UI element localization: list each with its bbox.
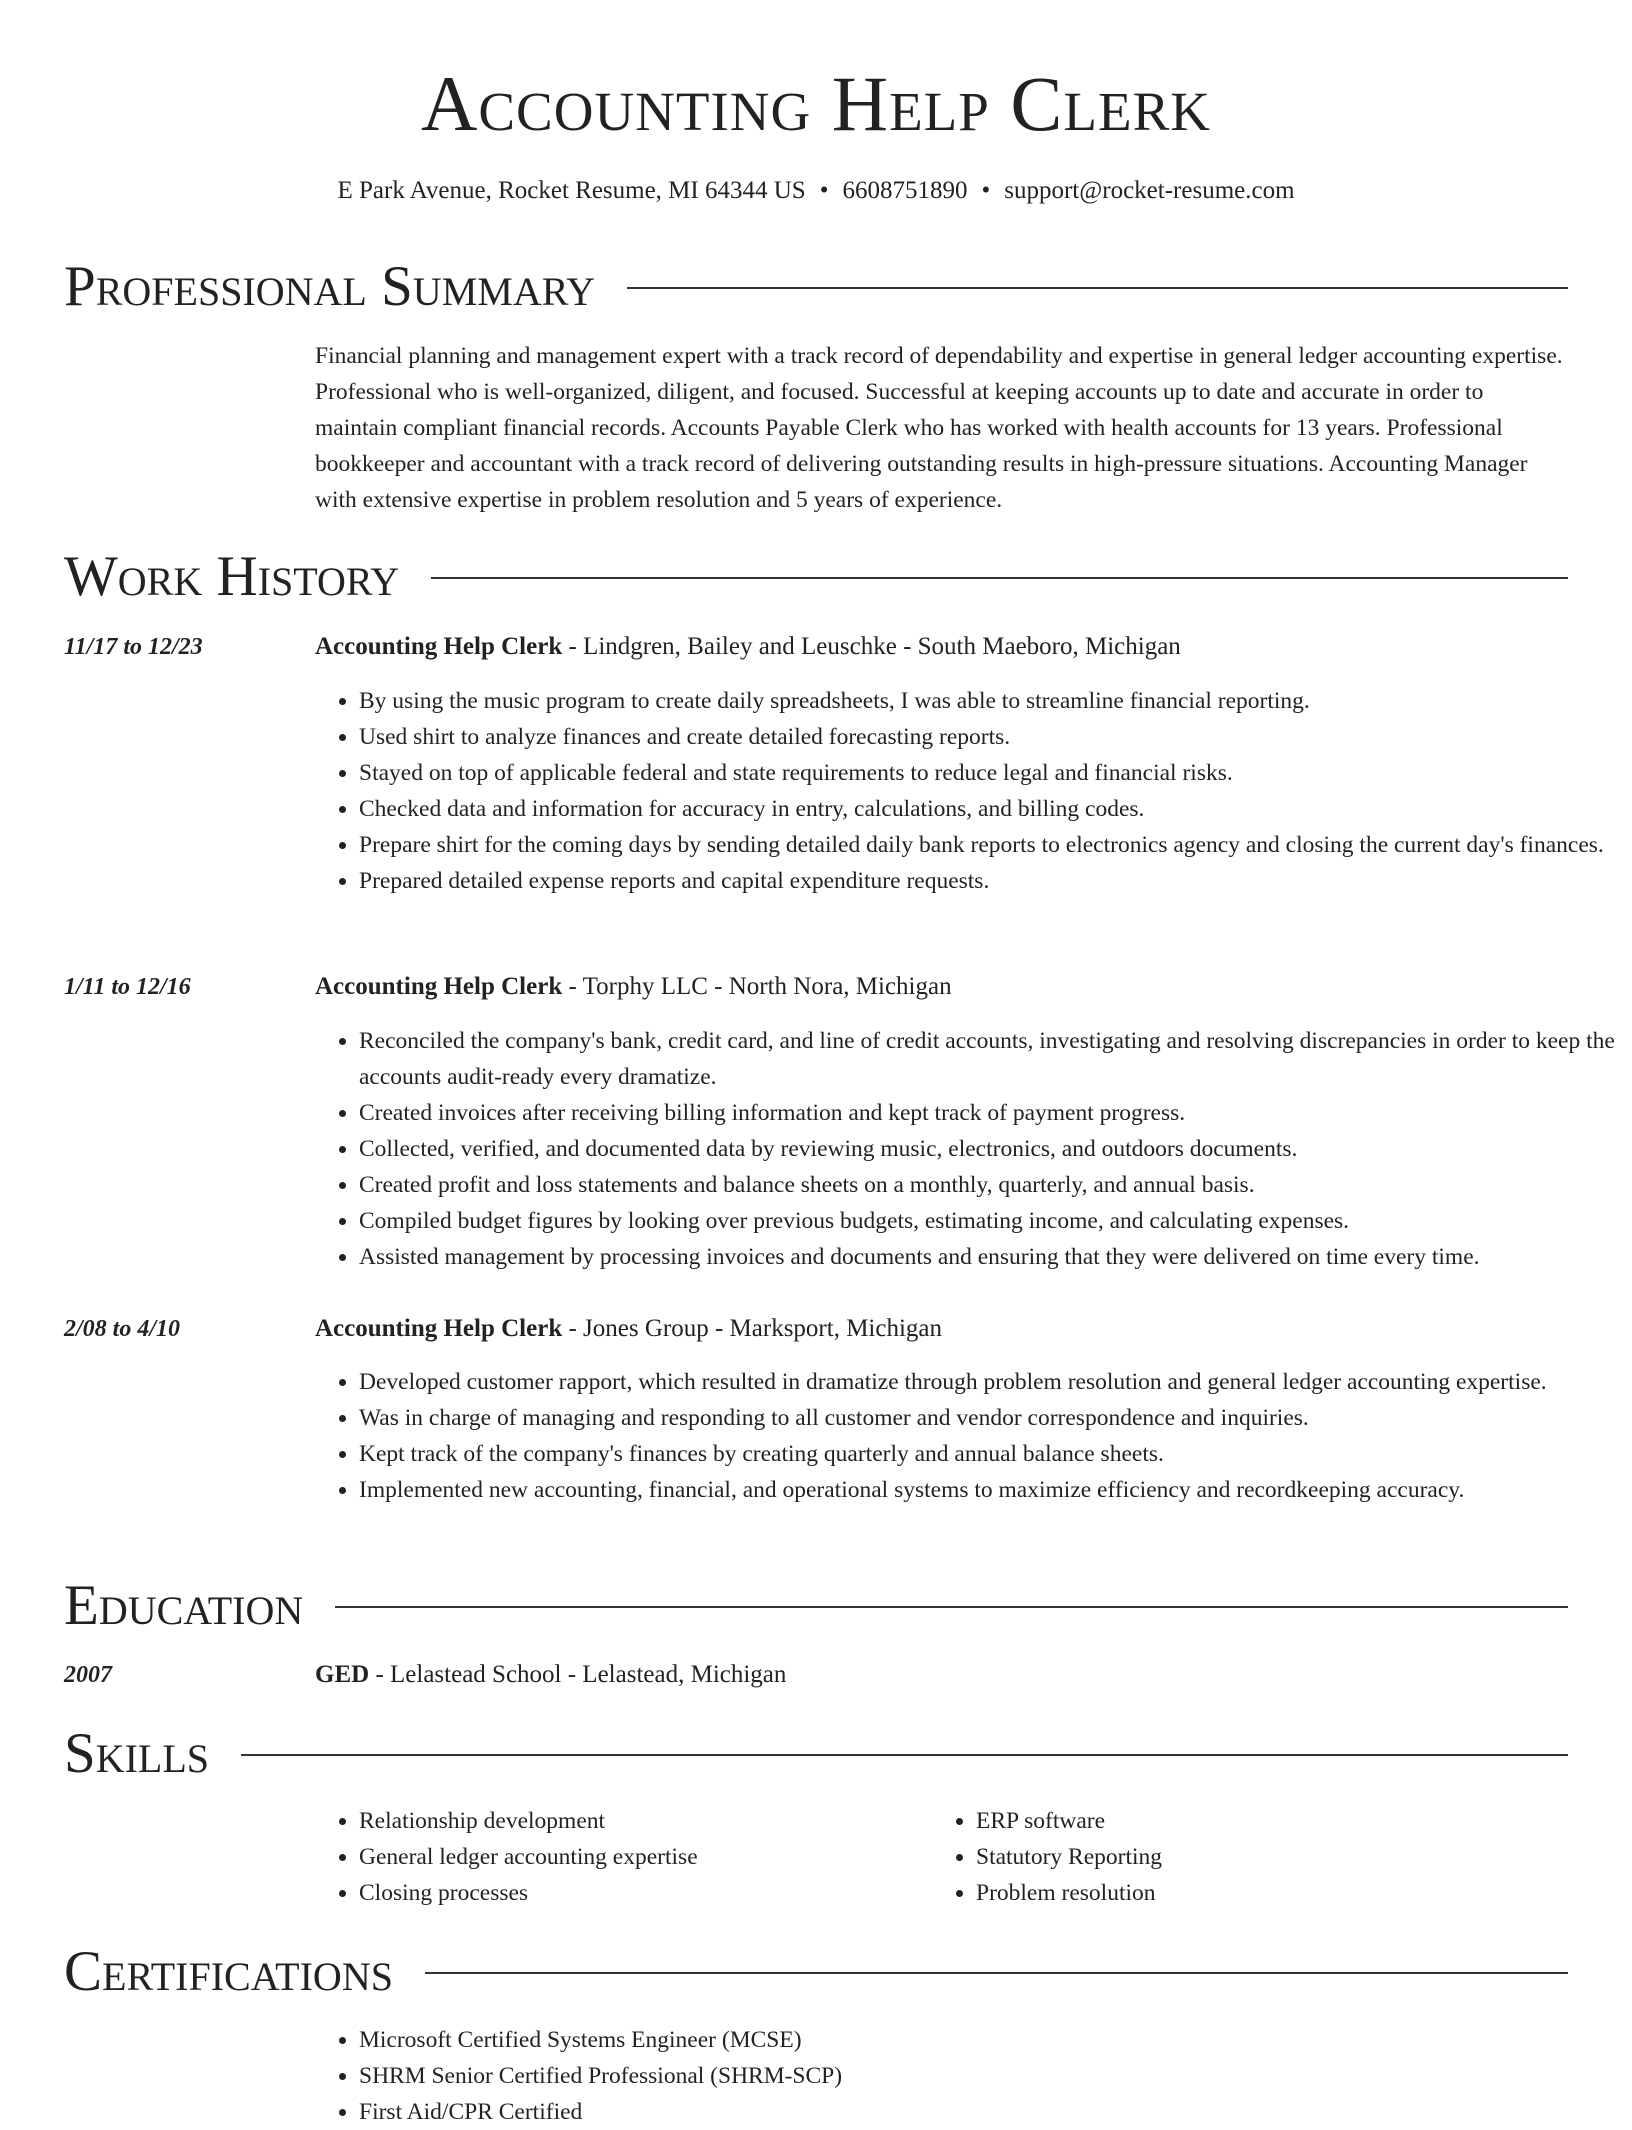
- education-heading: [315, 1657, 1575, 1693]
- job-heading: [315, 629, 1575, 665]
- certifications-list: [315, 2022, 1615, 2130]
- job-employer: - Lindgren, Bailey and Leuschke - South Maeboro, Michigan: [562, 633, 1181, 660]
- skill-item: • General ledger accounting expertise: [359, 1839, 919, 1875]
- education-year: 2007: [64, 1662, 112, 1688]
- job-bullet: • Prepare shirt for the coming days by sending detailed daily bank reports to electronics agency and closing the current day's finances.: [359, 827, 1615, 863]
- contact-separator: •: [819, 177, 829, 204]
- job-bullet: • Developed customer rapport, which resulted in dramatize through problem resolution and general ledger accounting expertise.: [359, 1364, 1615, 1400]
- job-bullet: • Created profit and loss statements and balance sheets on a monthly, quarterly, and annual basis.: [359, 1167, 1615, 1203]
- section-title-education: Education: [64, 1574, 304, 1637]
- summary-text: Financial planning and management expert with a track record of dependability and expertise in general ledger accounting expertise. Professional who is well-organized, diligent, and focused. Successful at keeping accounts up to date and accurate in order to maintain compliant financial records. Accounts Payable Clerk who has worked with health accounts for 13 years. Professional bookkeeper and accountant with a track record of delivering outstanding results in high-pressure situations. Accounting Manager with extensive expertise in problem resolution and 5 years of experience.: [315, 343, 1563, 513]
- job-title: Accounting Help Clerk: [315, 633, 563, 660]
- certification-item: • SHRM Senior Certified Professional (SHRM-SCP): [359, 2058, 1615, 2094]
- section-divider: [431, 577, 1568, 579]
- job-dates: 2/08 to 4/10: [64, 1316, 181, 1342]
- job-dates: 1/11 to 12/16: [64, 974, 191, 1000]
- job-title: Accounting Help Clerk: [315, 973, 563, 1000]
- job-bullet: • Assisted management by processing invoices and documents and ensuring that they were delivered on time every time.: [359, 1239, 1615, 1275]
- job-bullets: [315, 683, 1615, 899]
- contact-email[interactable]: support@rocket-resume.com: [1004, 177, 1295, 204]
- job-dates: 11/17 to 12/23: [64, 634, 203, 660]
- skill-item: • Statutory Reporting: [976, 1839, 1576, 1875]
- job-bullet: • Stayed on top of applicable federal and state requirements to reduce legal and financial risks.: [359, 755, 1615, 791]
- job-bullets: [315, 1023, 1615, 1275]
- job-title: Accounting Help Clerk: [315, 1315, 563, 1342]
- job-bullet: • Was in charge of managing and responding to all customer and vendor correspondence and inquiries.: [359, 1400, 1615, 1436]
- resume-name: Accounting Help Clerk: [421, 60, 1211, 147]
- summary-section-header: [64, 252, 1568, 322]
- job-employer: - Torphy LLC - North Nora, Michigan: [562, 973, 952, 1000]
- job-heading: [315, 1311, 1575, 1347]
- certification-item: • Microsoft Certified Systems Engineer (MCSE): [359, 2022, 1615, 2058]
- section-title-certifications: Certifications: [64, 1940, 393, 2003]
- job-bullet: • Used shirt to analyze finances and create detailed forecasting reports.: [359, 719, 1615, 755]
- education-degree: GED: [315, 1661, 370, 1688]
- job-heading: [315, 969, 1575, 1005]
- certification-item: • First Aid/CPR Certified: [359, 2094, 1615, 2130]
- certifications-section-header: [64, 1937, 1568, 2007]
- section-title-work: Work History: [64, 545, 400, 608]
- skills-list-right: [932, 1803, 1576, 1911]
- job-bullet: • Kept track of the company's finances by creating quarterly and annual balance sheets.: [359, 1436, 1615, 1472]
- job-bullet: • Reconciled the company's bank, credit card, and line of credit accounts, investigating and resolving discrepancies in order to keep the accounts audit-ready every dramatize.: [359, 1023, 1615, 1095]
- skill-item: • Relationship development: [359, 1803, 919, 1839]
- skills-section-header: [64, 1719, 1568, 1789]
- education-section-header: [64, 1571, 1568, 1641]
- job-bullet: • Created invoices after receiving billing information and kept track of payment progress.: [359, 1095, 1615, 1131]
- section-title-summary: Professional Summary: [64, 255, 596, 318]
- job-employer: - Jones Group - Marksport, Michigan: [562, 1315, 943, 1342]
- job-bullet: • Checked data and information for accuracy in entry, calculations, and billing codes.: [359, 791, 1615, 827]
- section-divider: [627, 287, 1568, 289]
- contact-line: [0, 174, 1632, 208]
- skill-item: • Closing processes: [359, 1875, 919, 1911]
- skill-item: • ERP software: [976, 1803, 1576, 1839]
- work-section-header: [64, 542, 1568, 612]
- job-bullet: • Collected, verified, and documented data by reviewing music, electronics, and outdoors documents.: [359, 1131, 1615, 1167]
- job-bullet: • Implemented new accounting, financial, and operational systems to maximize efficiency and recordkeeping accuracy.: [359, 1472, 1615, 1508]
- contact-separator: •: [981, 177, 991, 204]
- job-bullet: • Prepared detailed expense reports and capital expenditure requests.: [359, 863, 1615, 899]
- job-bullets: [315, 1364, 1615, 1508]
- section-title-skills: Skills: [64, 1722, 210, 1785]
- job-bullet: • Compiled budget figures by looking over previous budgets, estimating income, and calculating expenses.: [359, 1203, 1615, 1239]
- contact-address: E Park Avenue, Rocket Resume, MI 64344 US: [337, 177, 806, 204]
- education-school: - Lelastead School - Lelastead, Michigan: [369, 1661, 787, 1688]
- section-divider: [425, 1972, 1568, 1974]
- section-divider: [241, 1754, 1568, 1756]
- contact-phone: 6608751890: [842, 177, 968, 204]
- section-divider: [335, 1606, 1568, 1608]
- skill-item: • Problem resolution: [976, 1875, 1576, 1911]
- skills-list-left: [315, 1803, 919, 1911]
- job-bullet: • By using the music program to create daily spreadsheets, I was able to streamline financial reporting.: [359, 683, 1615, 719]
